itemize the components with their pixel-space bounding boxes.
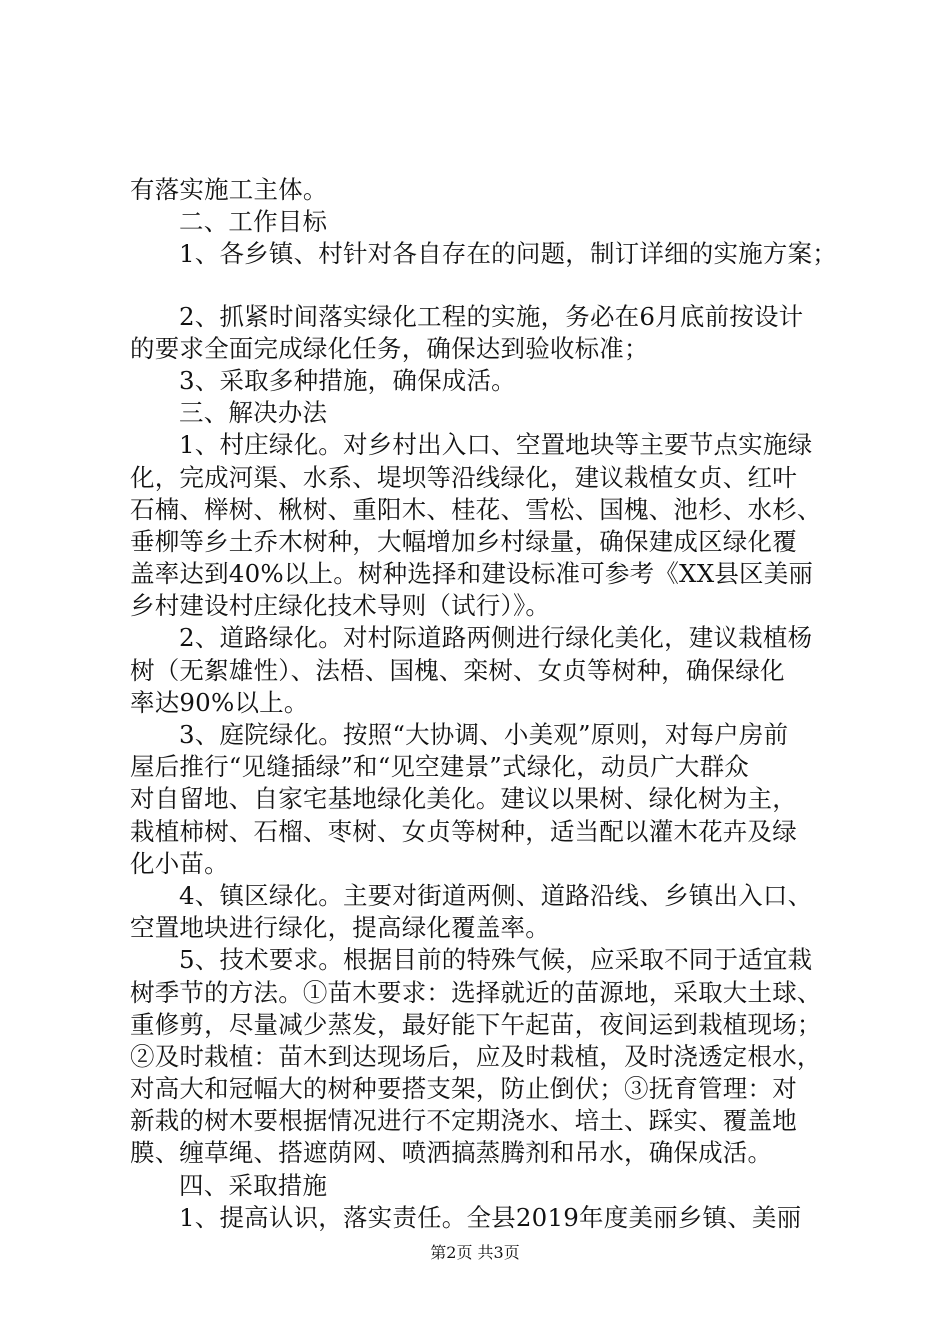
- page-number: 第2页 共3页: [430, 1243, 520, 1262]
- text-line: 盖率达到40%以上。树种选择和建设标准可参考《XX县区美丽: [130, 559, 814, 589]
- text-line: 对自留地、自家宅基地绿化美化。建议以果树、绿化树为主，: [130, 784, 797, 814]
- text-line: 栽植柿树、石榴、枣树、女贞等树种，适当配以灌木花卉及绿: [130, 816, 797, 846]
- text-line: 重修剪，尽量减少蒸发，最好能下午起苗，夜间运到栽植现场；: [130, 1009, 822, 1039]
- section-heading: 三、解决办法: [179, 398, 328, 428]
- text-line: 3、采取多种措施，确保成活。: [179, 365, 516, 395]
- text-line: 屋后推行“见缝插绿”和“见空建景”式绿化，动员广大群众: [130, 752, 749, 782]
- text-line: 1、提高认识，落实责任。全县2019年度美丽乡镇、美丽: [179, 1202, 802, 1232]
- text-line: 1、各乡镇、村针对各自存在的问题，制订详细的实施方案；: [179, 239, 837, 269]
- page-footer: [0, 1243, 950, 1263]
- text-line: 率达90%以上。: [130, 687, 309, 717]
- text-line: 石楠、榉树、楸树、重阳木、桂花、雪松、国槐、池杉、水杉、: [130, 494, 822, 524]
- text-line: 化，完成河渠、水系、堤坝等沿线绿化，建议栽植女贞、红叶: [130, 462, 797, 492]
- text-line: 乡村建设村庄绿化技术导则（试行）》。: [130, 591, 551, 621]
- text-line: 2、抓紧时间落实绿化工程的实施，务必在6月底前按设计: [179, 301, 804, 331]
- text-line: 膜、缠草绳、搭遮荫网、喷洒搞蒸腾剂和吊水，确保成活。: [130, 1138, 773, 1168]
- text-line: 空置地块进行绿化，提高绿化覆盖率。: [130, 913, 550, 943]
- text-line: ②及时栽植：苗木到达现场后，应及时栽植，及时浇透定根水，: [130, 1041, 822, 1071]
- text-line: 3、庭院绿化。按照“大协调、小美观”原则，对每户房前: [179, 720, 789, 749]
- paragraph-gap: [130, 271, 850, 301]
- text-line: 新栽的树木要根据情况进行不定期浇水、培土、踩实、覆盖地: [130, 1106, 797, 1136]
- section-heading: 二、工作目标: [179, 207, 328, 237]
- text-line: 树（无絮雄性）、法梧、国槐、栾树、女贞等树种，确保绿化: [130, 655, 785, 685]
- text-line: 1、村庄绿化。对乡村出入口、空置地块等主要节点实施绿: [179, 430, 813, 460]
- text-line: 2、道路绿化。对村际道路两侧进行绿化美化，建议栽植杨: [179, 623, 813, 653]
- text-line: 树季节的方法。①苗木要求：选择就近的苗源地，采取大土球、: [130, 977, 822, 1007]
- section-heading: 四、采取措施: [179, 1170, 328, 1200]
- document-body: [130, 174, 850, 1234]
- text-line: 化小苗。: [130, 848, 229, 878]
- text-line: 4、镇区绿化。主要对街道两侧、道路沿线、乡镇出入口、: [179, 880, 813, 910]
- text-line: 5、技术要求。根据目前的特殊气候，应采取不同于适宜栽: [179, 945, 813, 975]
- text-line: 的要求全面完成绿化任务，确保达到验收标准；: [130, 333, 649, 363]
- text-line: 有落实施工主体。: [130, 175, 328, 204]
- text-line: 对高大和冠幅大的树种要搭支架，防止倒伏；③抚育管理：对: [130, 1074, 797, 1104]
- text-line: 垂柳等乡土乔木树种，大幅增加乡村绿量，确保建成区绿化覆: [130, 526, 797, 556]
